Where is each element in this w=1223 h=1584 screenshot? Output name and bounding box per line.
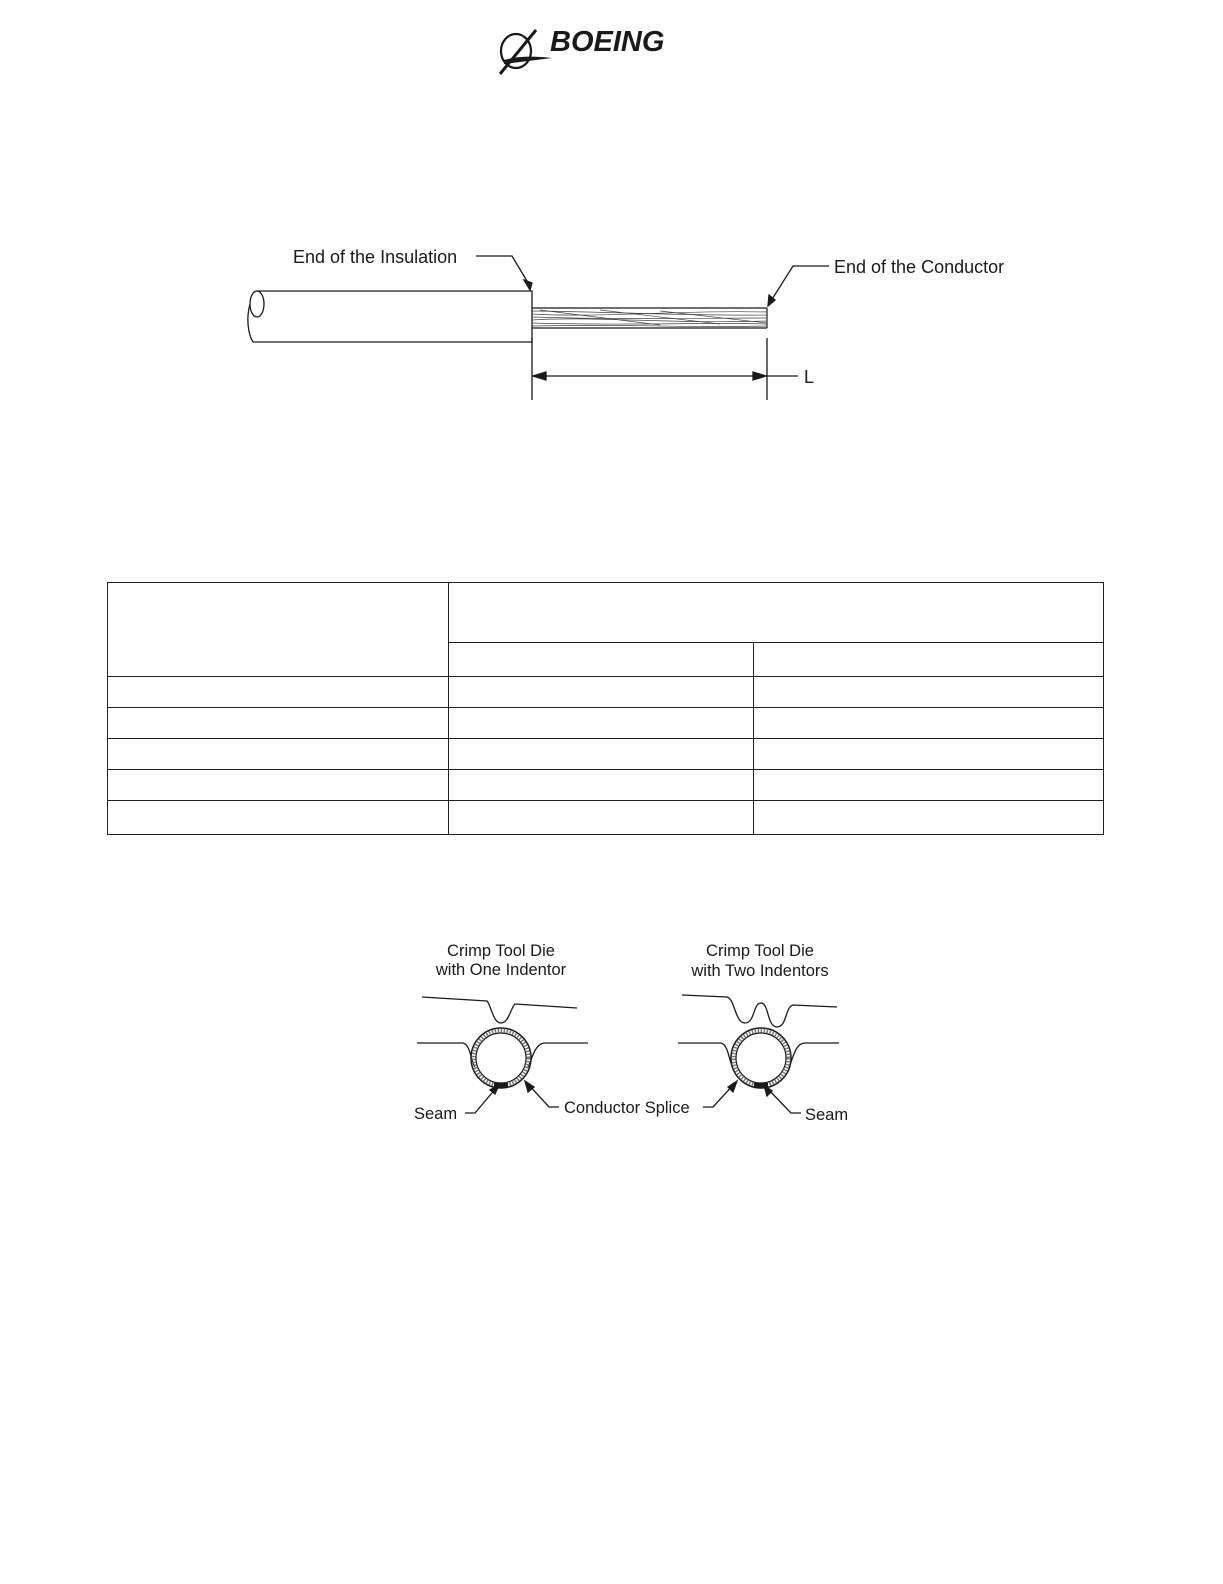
conductor-end-label: End of the Conductor: [834, 257, 1005, 277]
two-indentor-die: [678, 995, 839, 1088]
table-subheader-cell: [449, 643, 754, 677]
stripped-conductor: [532, 308, 767, 328]
die-one-title-line2: with One Indentor: [435, 961, 567, 979]
insulated-wire: [248, 291, 532, 342]
one-indentor-die: [417, 997, 588, 1088]
table-row: [108, 801, 1104, 835]
conductor-end-leader: [768, 266, 829, 306]
table-header-cell: [108, 583, 449, 677]
die-one-title-line1: Crimp Tool Die: [447, 942, 555, 960]
seam-label-right: Seam: [805, 1106, 849, 1124]
table-row: [108, 739, 1104, 770]
die-two-title-line1: Crimp Tool Die: [706, 942, 814, 960]
die-two-title-line2: with Two Indentors: [691, 962, 829, 980]
crimp-die-figure: [405, 935, 865, 1135]
table-row: [108, 677, 1104, 708]
table-row: [108, 770, 1104, 801]
insulation-end-label: End of the Insulation: [293, 247, 458, 267]
table-header-cell: [449, 583, 1104, 643]
wire-strip-figure: [240, 238, 1030, 406]
strip-length-table: [107, 582, 1104, 835]
dimension-label: L: [804, 367, 815, 387]
boeing-wordmark: BOEING: [550, 26, 665, 58]
table-subheader-cell: [754, 643, 1104, 677]
table-row: [108, 708, 1104, 739]
strip-length-dimension: [532, 338, 798, 400]
insulation-end-leader: [476, 256, 532, 290]
boeing-symbol-icon: [494, 20, 734, 78]
seam-label-left: Seam: [414, 1105, 458, 1123]
boeing-logo: [494, 20, 734, 78]
conductor-splice-label: Conductor Splice: [564, 1099, 690, 1117]
